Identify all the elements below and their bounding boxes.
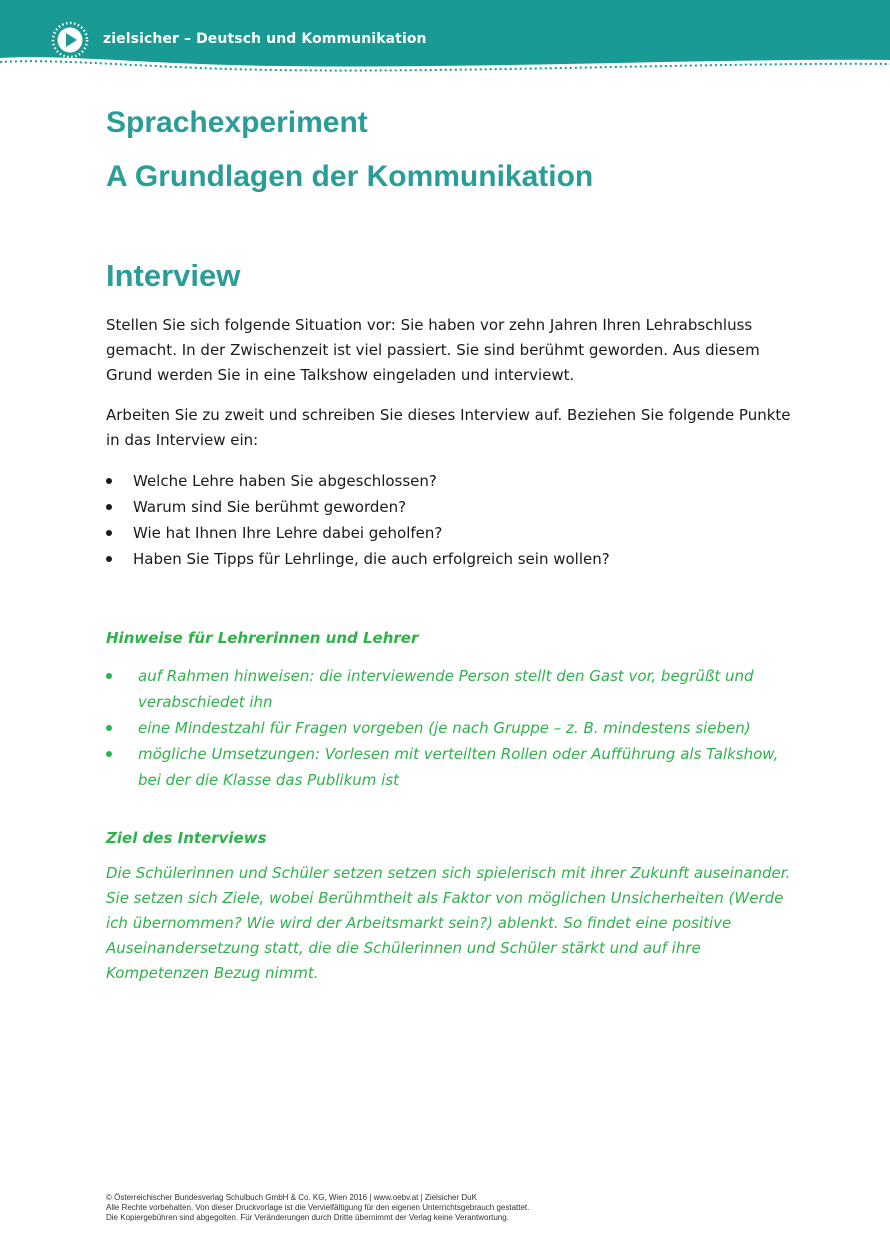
bullet-icon [106, 556, 112, 562]
list-item: mögliche Umsetzungen: Vorlesen mit verteilten Rollen oder Aufführung als Talkshow, bei der die Klasse das Publikum ist [106, 741, 796, 793]
question-list [106, 468, 796, 572]
bullet-icon [106, 673, 112, 679]
teacher-notes-list [106, 663, 796, 793]
section-title: Interview [106, 258, 241, 293]
brand-title: zielsicher – Deutsch und Kommunikation [103, 31, 427, 47]
footer-rights: Alle Rechte vorbehalten. Von dieser Druckvorlage ist die Vervielfältigung für den eigenen Unterrichtsgebrauch gestattet. [106, 1203, 530, 1212]
list-item: Welche Lehre haben Sie abgeschlossen? [106, 468, 796, 494]
list-item: Haben Sie Tipps für Lehrlinge, die auch erfolgreich sein wollen? [106, 546, 796, 572]
list-item: Wie hat Ihnen Ihre Lehre dabei geholfen? [106, 520, 796, 546]
bullet-icon [106, 751, 112, 757]
bullet-icon [106, 725, 112, 731]
footer-disclaimer: Die Kopiergebühren sind abgegolten. Für Veränderungen durch Dritte übernimmt der Verlag keine Verantwortung. [106, 1213, 509, 1222]
bullet-icon [106, 504, 112, 510]
bullet-icon [106, 478, 112, 484]
header-banner [0, 0, 890, 80]
list-item: Warum sind Sie berühmt geworden? [106, 494, 796, 520]
list-item: auf Rahmen hinweisen: die interviewende Person stellt den Gast vor, begrüßt und verabschiedet ihn [106, 663, 796, 715]
list-item: eine Mindestzahl für Fragen vorgeben (je nach Gruppe – z. B. mindestens sieben) [106, 715, 796, 741]
page-subtitle: A Grundlagen der Kommunikation [106, 160, 594, 193]
task-paragraph: Arbeiten Sie zu zweit und schreiben Sie dieses Interview auf. Beziehen Sie folgende Punkte in das Interview ein: [106, 406, 791, 449]
bullet-icon [106, 530, 112, 536]
intro-paragraph: Stellen Sie sich folgende Situation vor: Sie haben vor zehn Jahren Ihren Lehrabschluss gemacht. In der Zwischenzeit ist viel passiert. Sie sind berühmt geworden. Aus diesem Grund werden Sie in eine Talkshow eingeladen und interviewt. [106, 316, 760, 384]
page-title: Sprachexperiment [106, 106, 368, 139]
footer-copyright: © Österreichischer Bundesverlag Schulbuch GmbH & Co. KG, Wien 2016 | www.oebv.at | Zielsicher DuK [106, 1193, 477, 1202]
teacher-notes-heading: Hinweise für Lehrerinnen und Lehrer [106, 629, 419, 647]
footer [106, 1193, 806, 1223]
play-icon [50, 20, 90, 60]
goal-paragraph: Die Schülerinnen und Schüler setzen setzen sich spielerisch mit ihrer Zukunft auseinander. Sie setzen sich Ziele, wobei Berühmtheit als Faktor von möglichen Unsicherheiten (Werde ich übernommen? Wie wird der Arbeitsmarkt sein?) ablenkt. So findet eine positive Auseinandersetzung statt, die die Schülerinnen und Schüler stärkt und auf ihre Kompetenzen Bezug nimmt. [106, 864, 791, 982]
goal-heading: Ziel des Interviews [106, 829, 267, 847]
